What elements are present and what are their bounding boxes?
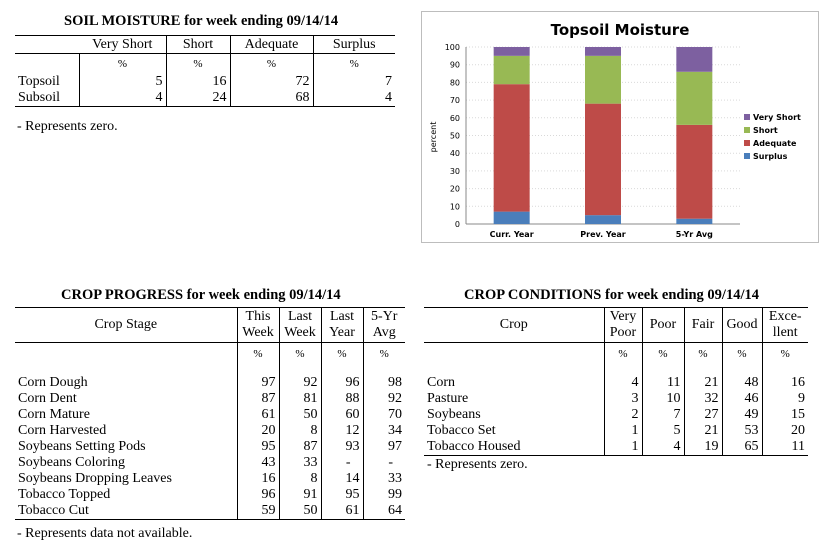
cell: - [363, 455, 405, 471]
table-row [424, 423, 808, 439]
header-line: llent [772, 325, 798, 340]
conditions-units-row [424, 343, 808, 366]
cell: 5 [79, 74, 166, 90]
cell: 7 [642, 407, 684, 423]
row-label: Tobacco Housed [424, 439, 604, 456]
cell: 99 [363, 487, 405, 503]
cell: 14 [321, 471, 363, 487]
unit-pct: % [722, 343, 762, 366]
row-label: Soybeans Coloring [18, 455, 125, 470]
header-line: Poor [649, 317, 677, 332]
cell: 3 [604, 391, 642, 407]
cell: 97 [363, 439, 405, 455]
cell: 61 [321, 503, 363, 520]
cell: 61 [237, 407, 279, 423]
cell: 7 [313, 74, 395, 90]
cell: 4 [313, 90, 395, 107]
cell: 65 [722, 439, 762, 456]
cell: 10 [642, 391, 684, 407]
cell: 98 [363, 375, 405, 391]
header-line: This [245, 309, 271, 324]
cell: 8 [279, 471, 321, 487]
cell: 24 [166, 90, 230, 107]
col-this-week [237, 308, 279, 343]
chart-canvas [422, 12, 818, 242]
cell: 1 [604, 439, 642, 456]
soil-units-row [15, 54, 395, 75]
col-very-poor [604, 308, 642, 343]
cell: 81 [279, 391, 321, 407]
header-line: Last [329, 309, 355, 324]
crop-stage-header: Crop Stage [15, 308, 237, 343]
y-tick-label: 100 [444, 43, 460, 52]
header-line: Week [242, 325, 274, 340]
cell: 34 [363, 423, 405, 439]
y-tick-label: 50 [449, 131, 460, 141]
cell: 91 [279, 487, 321, 503]
unit-pct: % [762, 343, 808, 366]
header-line: Fair [691, 317, 715, 332]
y-tick-label: 80 [449, 78, 460, 88]
cell: 21 [684, 423, 722, 439]
table-row [15, 439, 405, 455]
progress-header-row [15, 308, 405, 343]
cell: 32 [684, 391, 722, 407]
cell: 70 [363, 407, 405, 423]
topsoil-chart [421, 11, 819, 243]
legend-label: Adequate [753, 139, 797, 148]
header-line: Exce- [768, 309, 802, 324]
header-line: 5-Yr [371, 309, 398, 324]
table-row [15, 74, 395, 90]
legend-swatch [744, 153, 750, 159]
col-last-week [279, 308, 321, 343]
cell: 50 [279, 503, 321, 520]
cell: 87 [279, 439, 321, 455]
cell: 92 [363, 391, 405, 407]
crop-progress-title: CROP PROGRESS for week ending 09/14/14 [61, 287, 341, 303]
bar-segment-very-short [676, 47, 712, 72]
row-label: Subsoil [15, 90, 79, 107]
y-tick-label: 40 [449, 149, 460, 159]
y-tick-label: 30 [449, 166, 460, 176]
col-good [722, 308, 762, 343]
cell: 33 [279, 455, 321, 471]
unit-pct: % [166, 54, 230, 75]
bar-segment-adequate [676, 125, 712, 219]
table-row [15, 423, 405, 439]
y-tick-label: 20 [449, 184, 460, 194]
y-tick-label: 70 [449, 96, 460, 106]
bar-segment-surplus [494, 212, 530, 224]
x-tick-labels [490, 230, 713, 239]
cell: 4 [642, 439, 684, 456]
table-row [424, 375, 808, 391]
cell: 2 [604, 407, 642, 423]
header-line: Poor [609, 325, 637, 340]
crop-conditions-table [424, 307, 808, 456]
cell: 93 [321, 439, 363, 455]
soil-moisture-table [15, 35, 395, 107]
table-row [15, 471, 405, 487]
cell: 43 [237, 455, 279, 471]
cell: 11 [762, 439, 808, 456]
cell: 48 [722, 375, 762, 391]
cell: 12 [321, 423, 363, 439]
table-row [15, 391, 405, 407]
cell: - [321, 455, 363, 471]
cell: 1 [604, 423, 642, 439]
crop-header: Crop [424, 308, 604, 343]
soil-header-row [15, 36, 395, 54]
cell: 20 [762, 423, 808, 439]
unit-pct: % [321, 343, 363, 366]
table-row [15, 487, 405, 503]
cell: 16 [237, 471, 279, 487]
cell: 33 [363, 471, 405, 487]
unit-pct: % [604, 343, 642, 366]
col-short: Short [166, 36, 230, 54]
unit-pct: % [279, 343, 321, 366]
bar-stack-group [494, 47, 713, 224]
header-line: Year [329, 325, 355, 340]
soil-note: - Represents zero. [17, 119, 118, 134]
x-tick-label: Prev. Year [580, 230, 626, 239]
bar-segment-very-short [585, 47, 621, 56]
legend-swatch [744, 127, 750, 133]
bar-segment-very-short [494, 47, 530, 56]
col-last-year [321, 308, 363, 343]
cell: 20 [237, 423, 279, 439]
cell: 49 [722, 407, 762, 423]
soil-moisture-title: SOIL MOISTURE for week ending 09/14/14 [64, 13, 339, 29]
legend-label: Very Short [753, 113, 801, 122]
row-label: Tobacco Set [427, 423, 496, 438]
cell: 21 [684, 375, 722, 391]
row-label: Corn Mature [18, 407, 90, 422]
col-fair [684, 308, 722, 343]
cell: 27 [684, 407, 722, 423]
bar-segment-surplus [676, 219, 712, 224]
cell: 97 [237, 375, 279, 391]
table-row [15, 365, 405, 375]
row-label: Soybeans Dropping Leaves [18, 471, 172, 486]
y-tick-labels [445, 43, 460, 229]
row-label: Corn [427, 375, 455, 390]
table-row [424, 391, 808, 407]
cell: 19 [684, 439, 722, 456]
col-adequate: Adequate [230, 36, 313, 54]
x-tick-label: Curr. Year [489, 230, 534, 239]
crop-conditions-title: CROP CONDITIONS for week ending 09/14/14 [464, 287, 759, 303]
header-line: Avg [372, 325, 396, 340]
header-line: Week [284, 325, 316, 340]
table-row [15, 455, 405, 471]
header-line: Good [726, 317, 758, 332]
bar-segment-short [676, 72, 712, 125]
legend-swatch [744, 140, 750, 146]
unit-pct: % [79, 54, 166, 75]
table-row [424, 439, 808, 456]
progress-note: - Represents data not available. [17, 526, 193, 541]
cell: 68 [230, 90, 313, 107]
col-poor [642, 308, 684, 343]
bar-segment-short [585, 56, 621, 104]
row-label: Tobacco Topped [18, 487, 111, 502]
col-excellent [762, 308, 808, 343]
row-label: Tobacco Cut [15, 503, 237, 520]
progress-units-row [15, 343, 405, 366]
cell: 95 [237, 439, 279, 455]
cell: 95 [321, 487, 363, 503]
cell: 16 [166, 74, 230, 90]
cell: 60 [321, 407, 363, 423]
bar-segment-short [494, 56, 530, 84]
cell: 16 [762, 375, 808, 391]
cell: 11 [642, 375, 684, 391]
header-line: Last [287, 309, 313, 324]
row-label: Pasture [427, 391, 469, 406]
bar-segment-adequate [585, 104, 621, 216]
cell: 53 [722, 423, 762, 439]
unit-pct: % [313, 54, 395, 75]
cell: 4 [604, 375, 642, 391]
unit-pct: % [642, 343, 684, 366]
x-tick-label: 5-Yr Avg [675, 230, 713, 239]
legend-label: Short [753, 126, 778, 135]
col-surplus: Surplus [313, 36, 395, 54]
cell: 96 [237, 487, 279, 503]
cell: 92 [279, 375, 321, 391]
table-row [424, 365, 808, 375]
table-row [15, 375, 405, 391]
table-row [15, 407, 405, 423]
y-axis-label: percent [429, 121, 438, 153]
unit-pct: % [684, 343, 722, 366]
conditions-note: - Represents zero. [427, 457, 528, 472]
bar-segment-adequate [494, 84, 530, 211]
cell: 4 [79, 90, 166, 107]
row-label: Corn Harvested [18, 423, 107, 438]
chart-legend [744, 113, 801, 161]
unit-pct: % [237, 343, 279, 366]
cell: 15 [762, 407, 808, 423]
col-5yr-avg [363, 308, 405, 343]
col-very-short: Very Short [79, 36, 166, 54]
table-row [15, 90, 395, 107]
row-label: Soybeans Setting Pods [18, 439, 146, 454]
cell: 9 [762, 391, 808, 407]
y-tick-label: 90 [449, 60, 460, 70]
legend-label: Surplus [753, 152, 788, 161]
bar-segment-surplus [585, 215, 621, 224]
unit-pct: % [230, 54, 313, 75]
crop-progress-table [15, 307, 405, 520]
cell: 5 [642, 423, 684, 439]
table-row [15, 503, 405, 520]
cell: 50 [279, 407, 321, 423]
cell: 46 [722, 391, 762, 407]
cell: 59 [237, 503, 279, 520]
cell: 88 [321, 391, 363, 407]
row-label: Topsoil [18, 74, 60, 89]
cell: 72 [230, 74, 313, 90]
y-tick-label: 60 [449, 113, 460, 123]
header-line: Very [609, 309, 637, 324]
table-row [424, 407, 808, 423]
row-label: Soybeans [427, 407, 481, 422]
cell: 64 [363, 503, 405, 520]
y-tick-label: 0 [454, 220, 460, 229]
cell: 96 [321, 375, 363, 391]
legend-swatch [744, 114, 750, 120]
cell: 8 [279, 423, 321, 439]
unit-pct: % [363, 343, 405, 366]
row-label: Corn Dent [18, 391, 77, 406]
chart-title: Topsoil Moisture [550, 21, 690, 39]
cell: 87 [237, 391, 279, 407]
row-label: Corn Dough [18, 375, 88, 390]
conditions-header-row [424, 308, 808, 343]
y-tick-label: 10 [449, 202, 460, 212]
